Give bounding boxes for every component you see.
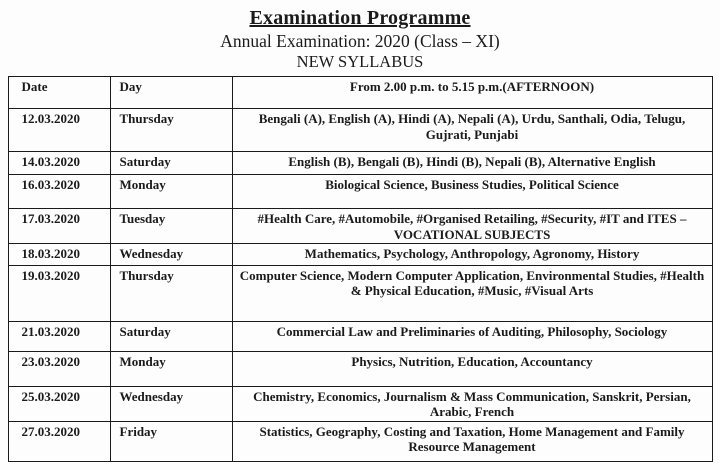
exam-day: Thursday [110,266,232,322]
exam-day: Saturday [110,322,232,352]
exam-day: Saturday [110,152,232,175]
exam-date: 16.03.2020 [8,175,110,209]
col-header-day: Day [110,77,232,109]
exam-day: Tuesday [110,209,232,244]
table-row [8,322,712,352]
table-row [8,209,712,244]
table-row [8,352,712,387]
exam-day: Wednesday [110,387,232,422]
exam-table-body [8,109,712,461]
table-header-row [8,77,712,109]
exam-schedule-table [8,76,713,461]
exam-date: 21.03.2020 [8,322,110,352]
exam-subjects: Statistics, Geography, Costing and Taxation, Home Management and Family Resource Management [232,421,712,461]
table-row [8,387,712,422]
exam-date: 12.03.2020 [8,109,110,152]
exam-day: Wednesday [110,244,232,266]
exam-subjects: Mathematics, Psychology, Anthropology, Agronomy, History [232,244,712,266]
table-row [8,109,712,152]
exam-subjects: Biological Science, Business Studies, Political Science [232,175,712,209]
exam-subjects: #Health Care, #Automobile, #Organised Retailing, #Security, #IT and ITES –VOCATIONAL SUBJECTS [232,209,712,244]
exam-date: 23.03.2020 [8,352,110,387]
exam-day: Friday [110,421,232,461]
exam-day: Thursday [110,109,232,152]
exam-subjects: Physics, Nutrition, Education, Accountancy [232,352,712,387]
col-header-session: From 2.00 p.m. to 5.15 p.m.(AFTERNOON) [232,77,712,109]
exam-date: 18.03.2020 [8,244,110,266]
table-row [8,421,712,461]
exam-subjects: Computer Science, Modern Computer Application, Environmental Studies, #Health & Physical Education, #Music, #Visual Arts [232,266,712,322]
table-row [8,266,712,322]
page-title: Examination Programme [249,7,471,29]
table-row [8,244,712,266]
col-header-date: Date [8,77,110,109]
syllabus-line: NEW SYLLABUS [296,52,424,72]
exam-subjects: Bengali (A), English (A), Hindi (A), Nepali (A), Urdu, Santhali, Odia, Telugu, Gujrati, Punjabi [232,109,712,152]
exam-date: 19.03.2020 [8,266,110,322]
exam-day: Monday [110,175,232,209]
table-row [8,152,712,175]
exam-subjects: English (B), Bengali (B), Hindi (B), Nepali (B), Alternative English [232,152,712,175]
table-row [8,175,712,209]
exam-date: 25.03.2020 [8,387,110,422]
exam-date: 17.03.2020 [8,209,110,244]
exam-date: 14.03.2020 [8,152,110,175]
page-subtitle: Annual Examination: 2020 (Class – XI) [220,31,500,51]
exam-subjects: Commercial Law and Preliminaries of Auditing, Philosophy, Sociology [232,322,712,352]
exam-day: Monday [110,352,232,387]
exam-subjects: Chemistry, Economics, Journalism & Mass Communication, Sanskrit, Persian, Arabic, French [232,387,712,422]
exam-date: 27.03.2020 [8,421,110,461]
